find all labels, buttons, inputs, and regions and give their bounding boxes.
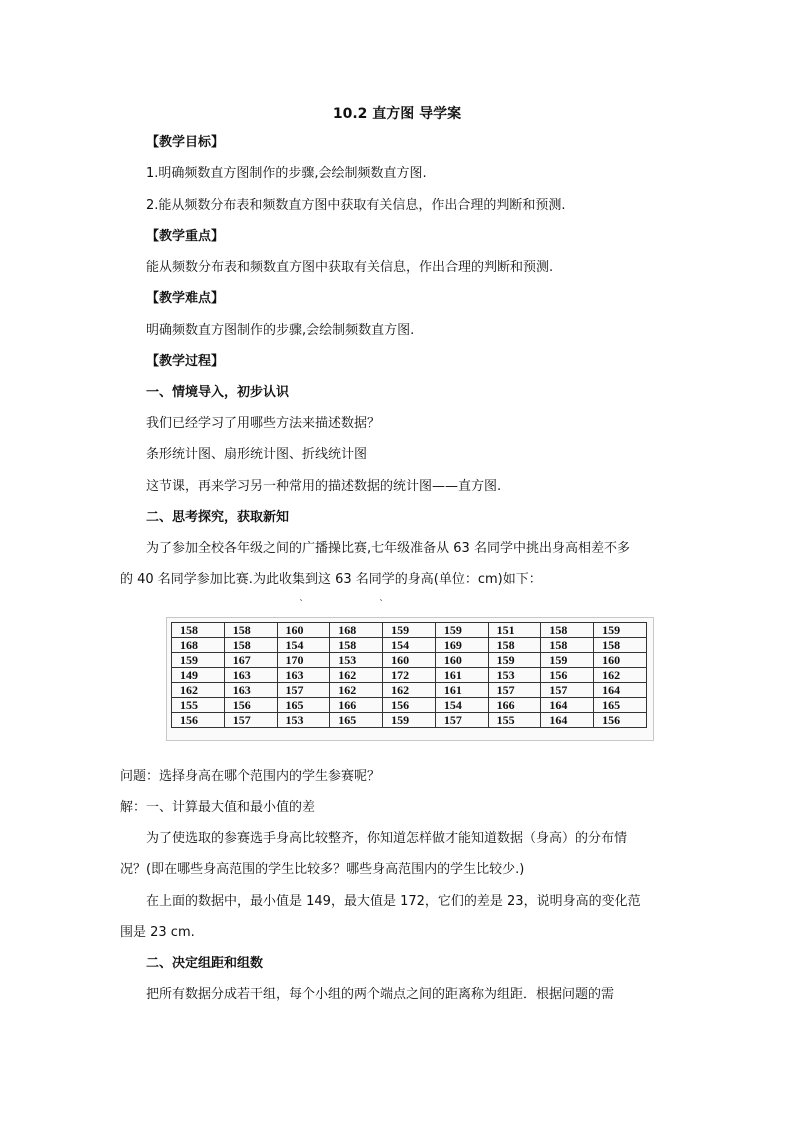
page-title: 10.2 直方图 导学案 bbox=[332, 106, 462, 122]
table-cell: 156 bbox=[541, 668, 594, 683]
table-cell: 159 bbox=[435, 623, 488, 638]
table-cell: 167 bbox=[224, 653, 277, 668]
goal-item-1: 1.明确频数直方图制作的步骤,会绘制频数直方图. bbox=[146, 166, 427, 181]
solution-paragraph2-line2: 围是 23 cm. bbox=[120, 925, 195, 940]
process-heading: 【教学过程】 bbox=[146, 354, 225, 369]
section1-answer: 条形统计图、扇形统计图、折线统计图 bbox=[146, 447, 368, 462]
table-row bbox=[172, 638, 647, 653]
table-row bbox=[172, 713, 647, 728]
table-cell: 155 bbox=[488, 713, 541, 728]
table-cell: 161 bbox=[435, 683, 488, 698]
table-cell: 168 bbox=[172, 638, 225, 653]
goal-heading: 【教学目标】 bbox=[146, 135, 225, 150]
table-cell: 160 bbox=[277, 623, 330, 638]
table-cell: 164 bbox=[594, 683, 647, 698]
section1-question: 我们已经学习了用哪些方法来描述数据？ bbox=[146, 416, 381, 431]
solution-step2: 二、决定组距和组数 bbox=[146, 956, 264, 971]
goal-item-2: 2.能从频数分布表和频数直方图中获取有关信息，作出合理的判断和预测. bbox=[146, 198, 566, 213]
table-cell: 159 bbox=[172, 653, 225, 668]
solution-paragraph3: 把所有数据分成若干组，每个小组的两个端点之间的距离称为组距．根据问题的需 bbox=[146, 987, 615, 1002]
table-cell: 158 bbox=[224, 623, 277, 638]
scan-mark: ` bbox=[379, 599, 384, 610]
table-cell: 160 bbox=[594, 653, 647, 668]
table-row bbox=[172, 698, 647, 713]
table-cell: 160 bbox=[383, 653, 436, 668]
table-cell: 158 bbox=[172, 623, 225, 638]
table-cell: 158 bbox=[330, 638, 383, 653]
question-text: 问题：选择身高在哪个范围内的学生参赛呢？ bbox=[120, 769, 381, 784]
table-cell: 169 bbox=[435, 638, 488, 653]
table-row bbox=[172, 653, 647, 668]
table-cell: 162 bbox=[594, 668, 647, 683]
table-cell: 163 bbox=[224, 683, 277, 698]
table-cell: 157 bbox=[435, 713, 488, 728]
solution-paragraph1-line1: 为了使选取的参赛选手身高比较整齐，你知道怎样做才能知道数据（身高）的分布情 bbox=[146, 831, 628, 846]
table-cell: 164 bbox=[541, 698, 594, 713]
table-cell: 159 bbox=[594, 623, 647, 638]
table-cell: 156 bbox=[172, 713, 225, 728]
table-cell: 154 bbox=[277, 638, 330, 653]
section2-paragraph-line2: 的 40 名同学参加比赛.为此收集到这 63 名同学的身高(单位：cm)如下： bbox=[120, 572, 542, 587]
section1-heading: 一、情境导入，初步认识 bbox=[146, 385, 290, 400]
table-cell: 157 bbox=[277, 683, 330, 698]
table-cell: 153 bbox=[488, 668, 541, 683]
solution-paragraph2-line1: 在上面的数据中，最小值是 149，最大值是 172，它们的差是 23，说明身高的变化范 bbox=[146, 894, 641, 909]
key-text: 能从频数分布表和频数直方图中获取有关信息，作出合理的判断和预测. bbox=[146, 260, 554, 275]
table-cell: 159 bbox=[383, 623, 436, 638]
table-cell: 156 bbox=[594, 713, 647, 728]
table-cell: 157 bbox=[541, 683, 594, 698]
table-row bbox=[172, 623, 647, 638]
table-cell: 159 bbox=[383, 713, 436, 728]
table-cell: 163 bbox=[277, 668, 330, 683]
table-cell: 153 bbox=[330, 653, 383, 668]
section2-heading: 二、思考探究，获取新知 bbox=[146, 510, 290, 525]
solution-paragraph1-line2: 况？(即在哪些身高范围的学生比较多？哪些身高范围内的学生比较少.) bbox=[120, 862, 525, 877]
table-cell: 168 bbox=[330, 623, 383, 638]
table-cell: 157 bbox=[224, 713, 277, 728]
table-cell: 149 bbox=[172, 668, 225, 683]
table-cell: 158 bbox=[224, 638, 277, 653]
table-cell: 154 bbox=[435, 698, 488, 713]
table-cell: 158 bbox=[594, 638, 647, 653]
scan-mark: ` bbox=[299, 599, 304, 610]
section2-paragraph-line1: 为了参加全校各年级之间的广播操比赛,七年级准备从 63 名同学中挑出身高相差不多 bbox=[146, 541, 630, 556]
table-cell: 161 bbox=[435, 668, 488, 683]
table-cell: 155 bbox=[172, 698, 225, 713]
height-data-table-image bbox=[166, 617, 654, 741]
table-cell: 165 bbox=[277, 698, 330, 713]
height-data-table bbox=[171, 622, 647, 728]
table-cell: 159 bbox=[541, 653, 594, 668]
difficulty-text: 明确频数直方图制作的步骤,会绘制频数直方图. bbox=[146, 323, 415, 338]
table-cell: 154 bbox=[383, 638, 436, 653]
table-cell: 165 bbox=[330, 713, 383, 728]
table-cell: 172 bbox=[383, 668, 436, 683]
table-cell: 156 bbox=[224, 698, 277, 713]
table-cell: 162 bbox=[172, 683, 225, 698]
table-cell: 170 bbox=[277, 653, 330, 668]
table-cell: 163 bbox=[224, 668, 277, 683]
table-cell: 158 bbox=[541, 638, 594, 653]
key-heading: 【教学重点】 bbox=[146, 229, 225, 244]
table-cell: 153 bbox=[277, 713, 330, 728]
table-cell: 151 bbox=[488, 623, 541, 638]
table-cell: 158 bbox=[541, 623, 594, 638]
difficulty-heading: 【教学难点】 bbox=[146, 291, 225, 306]
table-cell: 160 bbox=[435, 653, 488, 668]
table-cell: 162 bbox=[330, 683, 383, 698]
table-cell: 165 bbox=[594, 698, 647, 713]
table-cell: 157 bbox=[488, 683, 541, 698]
table-cell: 164 bbox=[541, 713, 594, 728]
table-cell: 166 bbox=[488, 698, 541, 713]
table-row bbox=[172, 683, 647, 698]
table-cell: 158 bbox=[488, 638, 541, 653]
table-cell: 162 bbox=[383, 683, 436, 698]
table-cell: 156 bbox=[383, 698, 436, 713]
table-row bbox=[172, 668, 647, 683]
section1-intro: 这节课，再来学习另一种常用的描述数据的统计图——直方图. bbox=[146, 479, 502, 494]
solution-step1: 解：一、计算最大值和最小值的差 bbox=[120, 800, 316, 815]
table-cell: 159 bbox=[488, 653, 541, 668]
table-cell: 166 bbox=[330, 698, 383, 713]
table-cell: 162 bbox=[330, 668, 383, 683]
